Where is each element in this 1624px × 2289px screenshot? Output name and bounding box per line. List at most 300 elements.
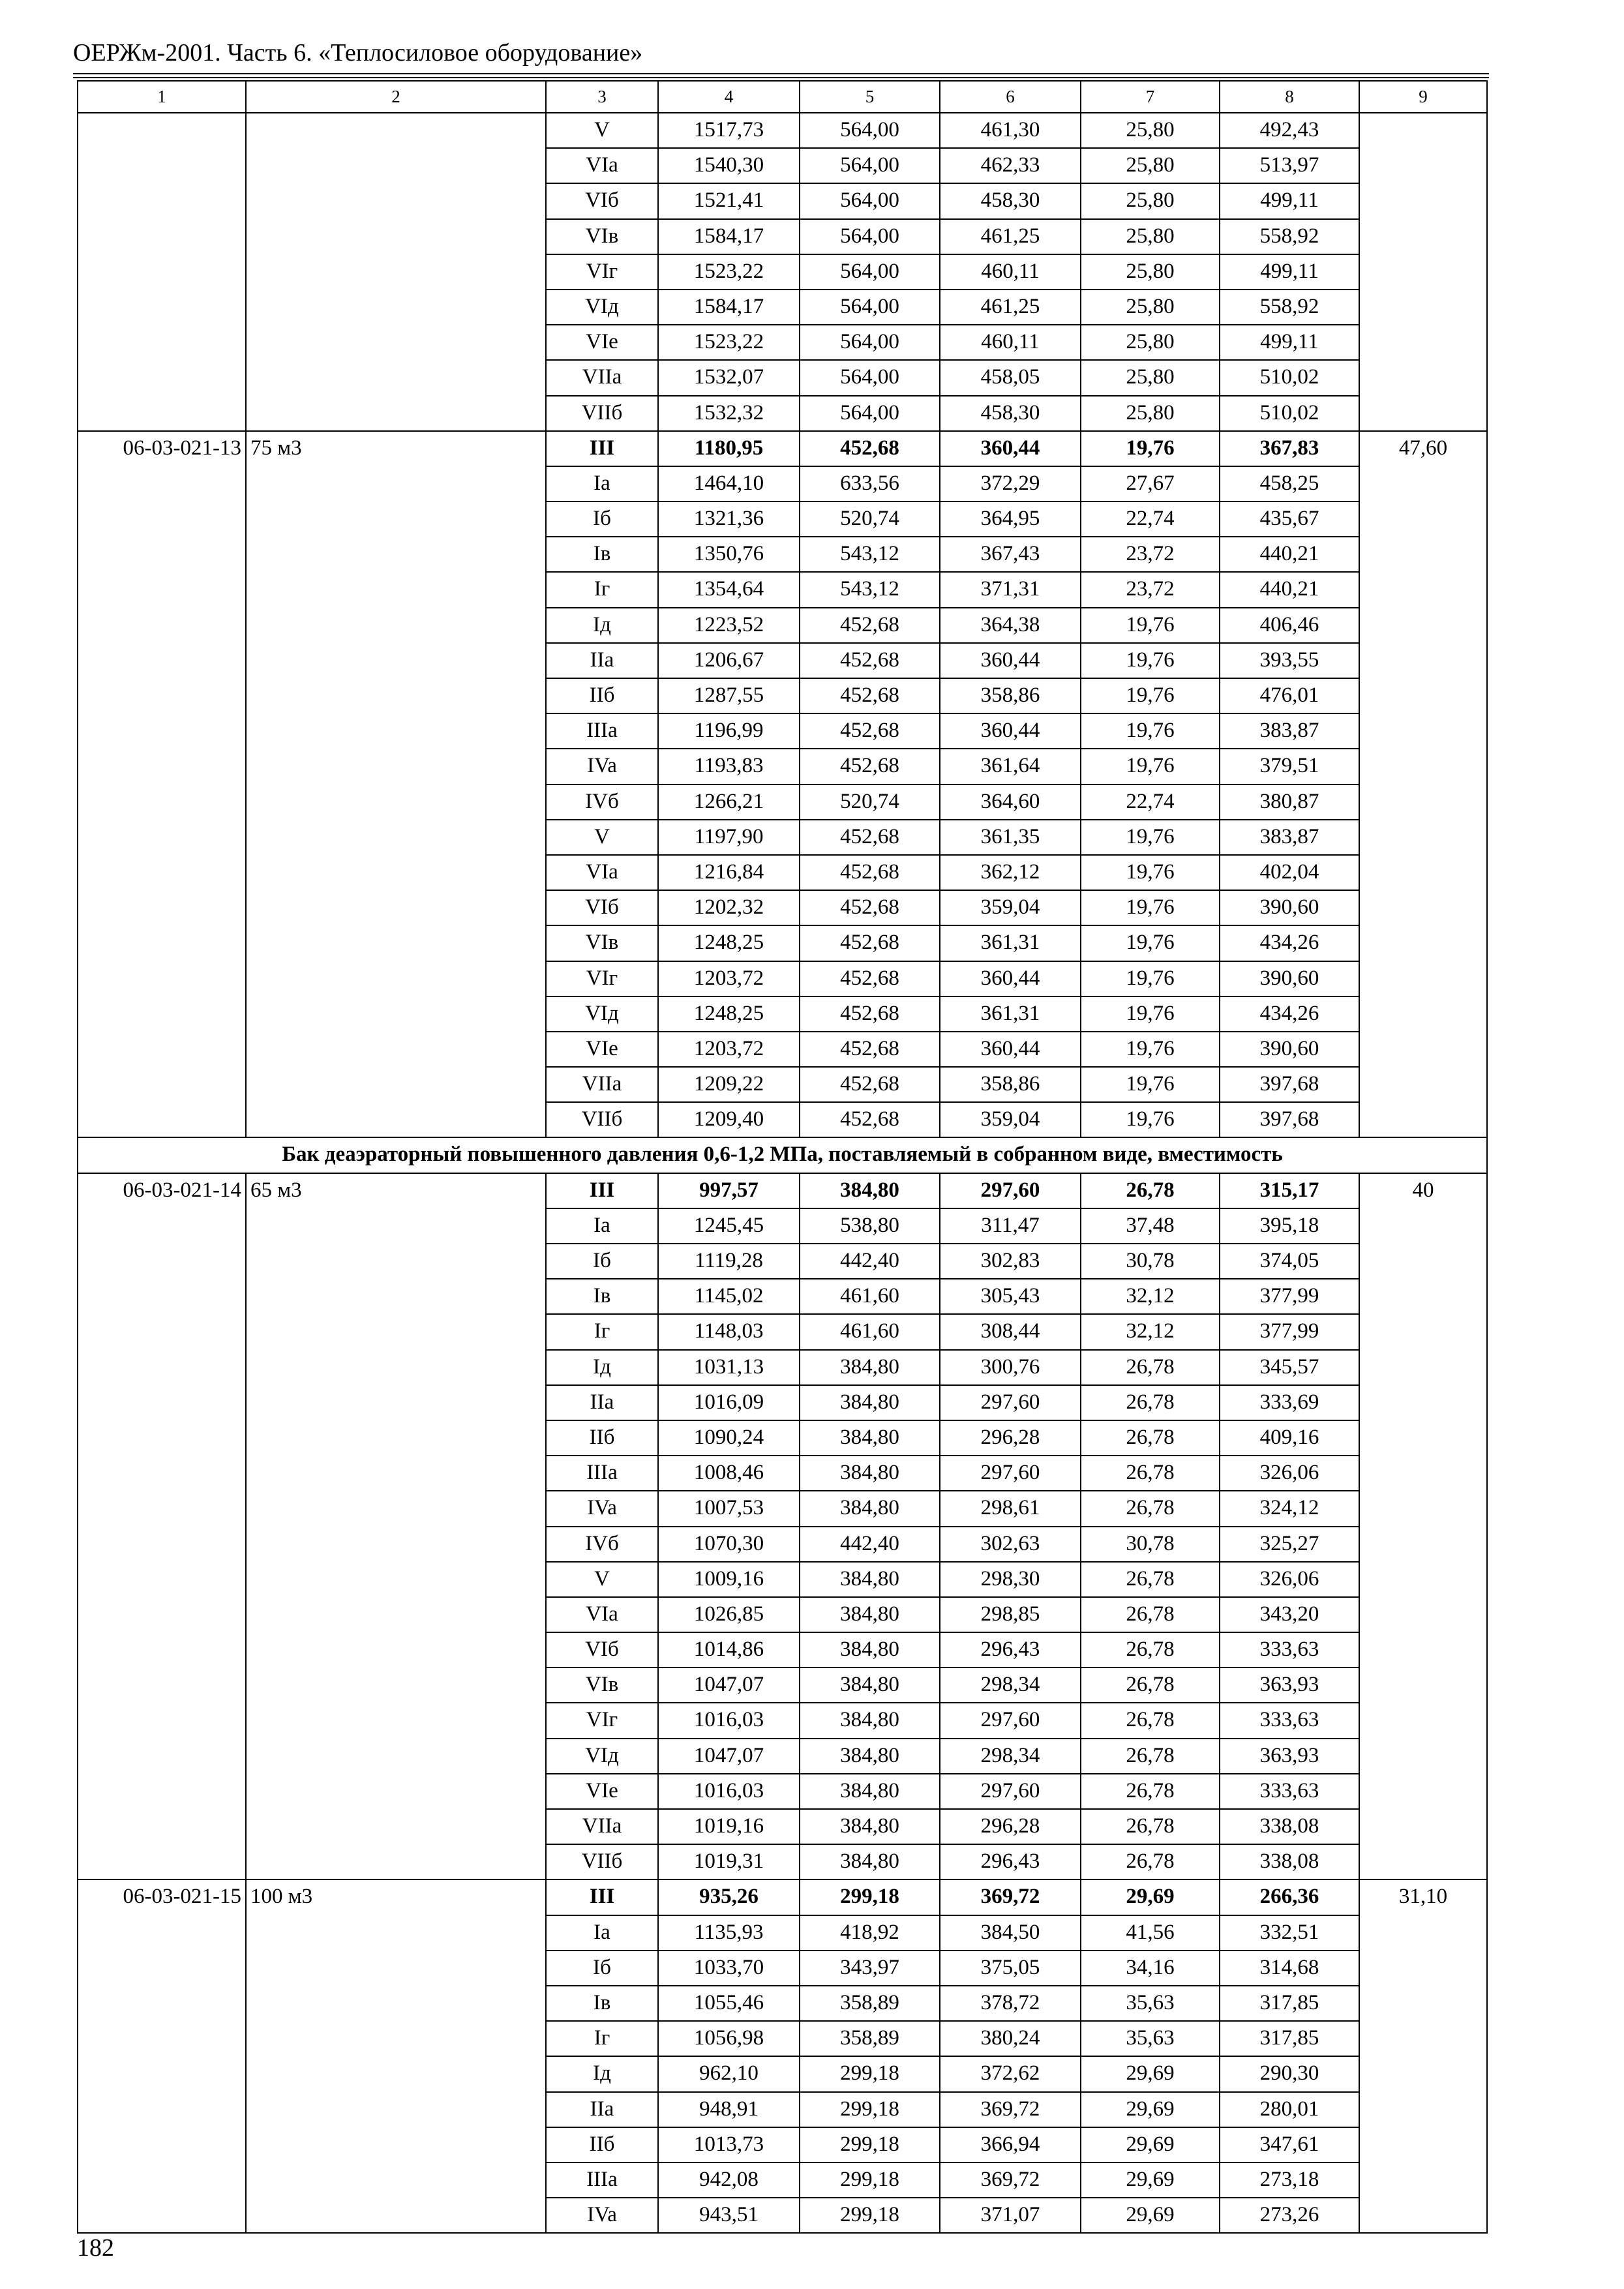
column-number-cell: 1 <box>78 81 246 113</box>
value-cell: 317,85 <box>1220 1986 1359 2021</box>
value-cell: 384,80 <box>800 1774 940 1809</box>
value-cell: 333,63 <box>1220 1632 1359 1668</box>
value-cell: 384,80 <box>800 1597 940 1632</box>
rate-code-cell: 06-03-021-15 <box>78 1879 246 2233</box>
zone-cell: III <box>546 1173 658 1208</box>
value-cell: 1148,03 <box>658 1314 800 1349</box>
value-cell: 19,76 <box>1081 608 1220 643</box>
value-cell: 367,43 <box>940 537 1081 572</box>
value-cell: 452,68 <box>800 925 940 961</box>
value-cell: 338,08 <box>1220 1844 1359 1879</box>
col9-cell: 31,10 <box>1359 1879 1487 2233</box>
value-cell: 326,06 <box>1220 1562 1359 1597</box>
value-cell: 26,78 <box>1081 1456 1220 1491</box>
value-cell: 345,57 <box>1220 1350 1359 1385</box>
page-number: 182 <box>77 2234 114 2262</box>
value-cell: 1245,45 <box>658 1208 800 1244</box>
value-cell: 442,40 <box>800 1527 940 1562</box>
value-cell: 397,68 <box>1220 1067 1359 1102</box>
item-name-cell: 100 м3 <box>246 1879 546 2233</box>
value-cell: 371,31 <box>940 572 1081 607</box>
zone-cell: VIIa <box>546 1067 658 1102</box>
value-cell: 452,68 <box>800 608 940 643</box>
value-cell: 280,01 <box>1220 2092 1359 2127</box>
value-cell: 358,89 <box>800 2021 940 2056</box>
zone-cell: Iв <box>546 537 658 572</box>
zone-cell: VIе <box>546 1774 658 1809</box>
column-number-cell: 2 <box>246 81 546 113</box>
value-cell: 434,26 <box>1220 925 1359 961</box>
value-cell: 499,11 <box>1220 325 1359 360</box>
value-cell: 406,46 <box>1220 608 1359 643</box>
value-cell: 358,89 <box>800 1986 940 2021</box>
value-cell: 26,78 <box>1081 1774 1220 1809</box>
zone-cell: V <box>546 1562 658 1597</box>
value-cell: 942,08 <box>658 2162 800 2198</box>
value-cell: 1119,28 <box>658 1244 800 1279</box>
value-cell: 499,11 <box>1220 183 1359 218</box>
zone-cell: Iг <box>546 572 658 607</box>
value-cell: 1206,67 <box>658 643 800 678</box>
value-cell: 37,48 <box>1081 1208 1220 1244</box>
value-cell: 1197,90 <box>658 820 800 855</box>
value-cell: 297,60 <box>940 1385 1081 1420</box>
zone-cell: Iв <box>546 1279 658 1314</box>
value-cell: 360,44 <box>940 1032 1081 1067</box>
value-cell: 1016,03 <box>658 1703 800 1738</box>
value-cell: 1540,30 <box>658 148 800 183</box>
zone-cell: VIб <box>546 183 658 218</box>
value-cell: 384,80 <box>800 1809 940 1844</box>
value-cell: 499,11 <box>1220 254 1359 290</box>
value-cell: 314,68 <box>1220 1951 1359 1986</box>
column-number-cell: 9 <box>1359 81 1487 113</box>
value-cell: 19,76 <box>1081 749 1220 784</box>
value-cell: 363,93 <box>1220 1739 1359 1774</box>
value-cell: 461,30 <box>940 113 1081 148</box>
zone-cell: VIе <box>546 1032 658 1067</box>
zone-cell: VIIa <box>546 360 658 395</box>
value-cell: 452,68 <box>800 1102 940 1137</box>
zone-cell: VIIб <box>546 1844 658 1879</box>
value-cell: 1203,72 <box>658 961 800 996</box>
value-cell: 308,44 <box>940 1314 1081 1349</box>
value-cell: 30,78 <box>1081 1244 1220 1279</box>
value-cell: 347,61 <box>1220 2127 1359 2162</box>
zone-cell: Iг <box>546 2021 658 2056</box>
value-cell: 296,43 <box>940 1844 1081 1879</box>
value-cell: 22,74 <box>1081 501 1220 537</box>
value-cell: 23,72 <box>1081 537 1220 572</box>
zone-cell: Iд <box>546 608 658 643</box>
value-cell: 29,69 <box>1081 2056 1220 2091</box>
value-cell: 338,08 <box>1220 1809 1359 1844</box>
zone-cell: III <box>546 1879 658 1915</box>
zone-cell: VIIб <box>546 396 658 431</box>
zone-cell: VIв <box>546 1668 658 1703</box>
value-cell: 302,63 <box>940 1527 1081 1562</box>
value-cell: 324,12 <box>1220 1491 1359 1526</box>
value-cell: 1056,98 <box>658 2021 800 2056</box>
value-cell: 384,80 <box>800 1739 940 1774</box>
zone-cell: IVб <box>546 785 658 820</box>
value-cell: 19,76 <box>1081 890 1220 925</box>
value-cell: 513,97 <box>1220 148 1359 183</box>
value-cell: 558,92 <box>1220 290 1359 325</box>
zone-cell: IVa <box>546 2198 658 2233</box>
value-cell: 1013,73 <box>658 2127 800 2162</box>
column-number-cell: 3 <box>546 81 658 113</box>
table-row <box>78 113 1487 148</box>
value-cell: 538,80 <box>800 1208 940 1244</box>
value-cell: 384,80 <box>800 1420 940 1456</box>
value-cell: 326,06 <box>1220 1456 1359 1491</box>
value-cell: 452,68 <box>800 820 940 855</box>
value-cell: 1517,73 <box>658 113 800 148</box>
value-cell: 943,51 <box>658 2198 800 2233</box>
value-cell: 1532,32 <box>658 396 800 431</box>
value-cell: 452,68 <box>800 890 940 925</box>
value-cell: 564,00 <box>800 360 940 395</box>
value-cell: 19,76 <box>1081 855 1220 890</box>
value-cell: 296,28 <box>940 1809 1081 1844</box>
value-cell: 35,63 <box>1081 2021 1220 2056</box>
value-cell: 452,68 <box>800 855 940 890</box>
value-cell: 383,87 <box>1220 713 1359 749</box>
value-cell: 26,78 <box>1081 1668 1220 1703</box>
column-number-cell: 6 <box>940 81 1081 113</box>
value-cell: 41,56 <box>1081 1915 1220 1951</box>
value-cell: 384,80 <box>800 1844 940 1879</box>
value-cell: 564,00 <box>800 219 940 254</box>
col9-cell <box>1359 113 1487 431</box>
value-cell: 460,11 <box>940 254 1081 290</box>
value-cell: 26,78 <box>1081 1420 1220 1456</box>
value-cell: 1009,16 <box>658 1562 800 1597</box>
value-cell: 25,80 <box>1081 254 1220 290</box>
value-cell: 390,60 <box>1220 890 1359 925</box>
value-cell: 369,72 <box>940 2092 1081 2127</box>
value-cell: 29,69 <box>1081 2162 1220 2198</box>
zone-cell: VIa <box>546 1597 658 1632</box>
value-cell: 1016,03 <box>658 1774 800 1809</box>
zone-cell: Iд <box>546 1350 658 1385</box>
zone-cell: IIIa <box>546 2162 658 2198</box>
zone-cell: VIе <box>546 325 658 360</box>
value-cell: 380,24 <box>940 2021 1081 2056</box>
value-cell: 343,97 <box>800 1951 940 1986</box>
value-cell: 19,76 <box>1081 713 1220 749</box>
zone-cell: VIг <box>546 254 658 290</box>
value-cell: 1223,52 <box>658 608 800 643</box>
value-cell: 363,93 <box>1220 1668 1359 1703</box>
zone-cell: VIд <box>546 1739 658 1774</box>
value-cell: 29,69 <box>1081 1879 1220 1915</box>
value-cell: 26,78 <box>1081 1739 1220 1774</box>
value-cell: 1523,22 <box>658 325 800 360</box>
rate-code-cell <box>78 113 246 431</box>
value-cell: 383,87 <box>1220 820 1359 855</box>
value-cell: 564,00 <box>800 183 940 218</box>
zone-cell: Ia <box>546 1915 658 1951</box>
value-cell: 1145,02 <box>658 1279 800 1314</box>
value-cell: 19,76 <box>1081 820 1220 855</box>
value-cell: 390,60 <box>1220 961 1359 996</box>
value-cell: 452,68 <box>800 996 940 1032</box>
value-cell: 325,27 <box>1220 1527 1359 1562</box>
value-cell: 26,78 <box>1081 1844 1220 1879</box>
value-cell: 520,74 <box>800 501 940 537</box>
value-cell: 299,18 <box>800 2056 940 2091</box>
value-cell: 458,30 <box>940 183 1081 218</box>
value-cell: 564,00 <box>800 396 940 431</box>
value-cell: 360,44 <box>940 713 1081 749</box>
zone-cell: VIв <box>546 925 658 961</box>
value-cell: 25,80 <box>1081 113 1220 148</box>
value-cell: 564,00 <box>800 325 940 360</box>
column-number-cell: 4 <box>658 81 800 113</box>
value-cell: 19,76 <box>1081 925 1220 961</box>
value-cell: 25,80 <box>1081 219 1220 254</box>
value-cell: 397,68 <box>1220 1102 1359 1137</box>
column-number-cell: 7 <box>1081 81 1220 113</box>
value-cell: 384,80 <box>800 1456 940 1491</box>
column-number-row <box>78 81 1487 113</box>
value-cell: 461,25 <box>940 219 1081 254</box>
value-cell: 26,78 <box>1081 1632 1220 1668</box>
value-cell: 1287,55 <box>658 678 800 713</box>
value-cell: 384,80 <box>800 1491 940 1526</box>
zone-cell: IVa <box>546 1491 658 1526</box>
value-cell: 29,69 <box>1081 2127 1220 2162</box>
value-cell: 361,31 <box>940 925 1081 961</box>
value-cell: 359,04 <box>940 890 1081 925</box>
value-cell: 23,72 <box>1081 572 1220 607</box>
value-cell: 458,30 <box>940 396 1081 431</box>
value-cell: 297,60 <box>940 1456 1081 1491</box>
value-cell: 1203,72 <box>658 1032 800 1067</box>
value-cell: 377,99 <box>1220 1279 1359 1314</box>
value-cell: 300,76 <box>940 1350 1081 1385</box>
zone-cell: IIIa <box>546 1456 658 1491</box>
value-cell: 299,18 <box>800 1879 940 1915</box>
value-cell: 384,80 <box>800 1668 940 1703</box>
value-cell: 302,83 <box>940 1244 1081 1279</box>
zone-cell: IIб <box>546 2127 658 2162</box>
value-cell: 435,67 <box>1220 501 1359 537</box>
value-cell: 26,78 <box>1081 1350 1220 1385</box>
value-cell: 1047,07 <box>658 1668 800 1703</box>
value-cell: 35,63 <box>1081 1986 1220 2021</box>
value-cell: 375,05 <box>940 1951 1081 1986</box>
zone-cell: IVa <box>546 749 658 784</box>
value-cell: 395,18 <box>1220 1208 1359 1244</box>
value-cell: 384,80 <box>800 1173 940 1208</box>
rate-code-cell: 06-03-021-14 <box>78 1173 246 1880</box>
value-cell: 343,20 <box>1220 1597 1359 1632</box>
value-cell: 290,30 <box>1220 2056 1359 2091</box>
value-cell: 298,30 <box>940 1562 1081 1597</box>
value-cell: 358,86 <box>940 678 1081 713</box>
document-header-title: ОЕРЖм-2001. Часть 6. «Теплосиловое оборудование» <box>73 39 643 67</box>
zone-cell: Ia <box>546 1208 658 1244</box>
value-cell: 377,99 <box>1220 1314 1359 1349</box>
value-cell: 297,60 <box>940 1173 1081 1208</box>
value-cell: 298,34 <box>940 1739 1081 1774</box>
value-cell: 297,60 <box>940 1703 1081 1738</box>
value-cell: 25,80 <box>1081 183 1220 218</box>
value-cell: 1047,07 <box>658 1739 800 1774</box>
value-cell: 19,76 <box>1081 1067 1220 1102</box>
value-cell: 361,64 <box>940 749 1081 784</box>
value-cell: 384,80 <box>800 1385 940 1420</box>
value-cell: 19,76 <box>1081 678 1220 713</box>
value-cell: 1354,64 <box>658 572 800 607</box>
value-cell: 1584,17 <box>658 290 800 325</box>
section-heading-row <box>78 1137 1487 1173</box>
value-cell: 358,86 <box>940 1067 1081 1102</box>
zone-cell: IIa <box>546 1385 658 1420</box>
table-row <box>78 431 1487 466</box>
value-cell: 25,80 <box>1081 360 1220 395</box>
zone-cell: VIa <box>546 855 658 890</box>
value-cell: 299,18 <box>800 2162 940 2198</box>
value-cell: 460,11 <box>940 325 1081 360</box>
value-cell: 440,21 <box>1220 572 1359 607</box>
table-body <box>78 81 1487 2233</box>
value-cell: 1523,22 <box>658 254 800 290</box>
value-cell: 311,47 <box>940 1208 1081 1244</box>
value-cell: 305,43 <box>940 1279 1081 1314</box>
value-cell: 452,68 <box>800 713 940 749</box>
value-cell: 26,78 <box>1081 1491 1220 1526</box>
value-cell: 1033,70 <box>658 1951 800 1986</box>
table-row <box>78 1173 1487 1208</box>
value-cell: 997,57 <box>658 1173 800 1208</box>
value-cell: 26,78 <box>1081 1562 1220 1597</box>
value-cell: 372,29 <box>940 466 1081 501</box>
value-cell: 25,80 <box>1081 148 1220 183</box>
column-number-cell: 8 <box>1220 81 1359 113</box>
value-cell: 384,80 <box>800 1632 940 1668</box>
value-cell: 25,80 <box>1081 396 1220 431</box>
zone-cell: Iб <box>546 1951 658 1986</box>
zone-cell: VIд <box>546 996 658 1032</box>
column-number-cell: 5 <box>800 81 940 113</box>
value-cell: 1070,30 <box>658 1527 800 1562</box>
value-cell: 409,16 <box>1220 1420 1359 1456</box>
zone-cell: VIa <box>546 148 658 183</box>
value-cell: 1248,25 <box>658 925 800 961</box>
value-cell: 452,68 <box>800 643 940 678</box>
value-cell: 296,43 <box>940 1632 1081 1668</box>
value-cell: 371,07 <box>940 2198 1081 2233</box>
value-cell: 1008,46 <box>658 1456 800 1491</box>
zone-cell: IVб <box>546 1527 658 1562</box>
value-cell: 1014,86 <box>658 1632 800 1668</box>
value-cell: 462,33 <box>940 148 1081 183</box>
value-cell: 29,69 <box>1081 2198 1220 2233</box>
value-cell: 369,72 <box>940 2162 1081 2198</box>
value-cell: 564,00 <box>800 148 940 183</box>
zone-cell: Iб <box>546 1244 658 1279</box>
value-cell: 384,80 <box>800 1350 940 1385</box>
value-cell: 564,00 <box>800 254 940 290</box>
value-cell: 1180,95 <box>658 431 800 466</box>
zone-cell: VIIб <box>546 1102 658 1137</box>
zone-cell: IIб <box>546 678 658 713</box>
value-cell: 22,74 <box>1081 785 1220 820</box>
value-cell: 384,50 <box>940 1915 1081 1951</box>
value-cell: 543,12 <box>800 572 940 607</box>
value-cell: 458,05 <box>940 360 1081 395</box>
value-cell: 461,60 <box>800 1279 940 1314</box>
zone-cell: III <box>546 431 658 466</box>
zone-cell: VIб <box>546 890 658 925</box>
value-cell: 366,94 <box>940 2127 1081 2162</box>
value-cell: 19,76 <box>1081 1032 1220 1067</box>
value-cell: 1266,21 <box>658 785 800 820</box>
value-cell: 442,40 <box>800 1244 940 1279</box>
zone-cell: Iд <box>546 2056 658 2091</box>
value-cell: 299,18 <box>800 2092 940 2127</box>
value-cell: 299,18 <box>800 2198 940 2233</box>
value-cell: 360,44 <box>940 431 1081 466</box>
value-cell: 434,26 <box>1220 996 1359 1032</box>
value-cell: 34,16 <box>1081 1951 1220 1986</box>
value-cell: 378,72 <box>940 1986 1081 2021</box>
value-cell: 948,91 <box>658 2092 800 2127</box>
value-cell: 458,25 <box>1220 466 1359 501</box>
zone-cell: V <box>546 113 658 148</box>
value-cell: 298,34 <box>940 1668 1081 1703</box>
value-cell: 380,87 <box>1220 785 1359 820</box>
value-cell: 1209,22 <box>658 1067 800 1102</box>
value-cell: 32,12 <box>1081 1279 1220 1314</box>
value-cell: 296,28 <box>940 1420 1081 1456</box>
value-cell: 452,68 <box>800 1067 940 1102</box>
value-cell: 440,21 <box>1220 537 1359 572</box>
zone-cell: Iг <box>546 1314 658 1349</box>
value-cell: 1019,31 <box>658 1844 800 1879</box>
zone-cell: VIб <box>546 1632 658 1668</box>
value-cell: 364,38 <box>940 608 1081 643</box>
value-cell: 364,60 <box>940 785 1081 820</box>
value-cell: 1584,17 <box>658 219 800 254</box>
value-cell: 564,00 <box>800 113 940 148</box>
value-cell: 1135,93 <box>658 1915 800 1951</box>
value-cell: 364,95 <box>940 501 1081 537</box>
value-cell: 492,43 <box>1220 113 1359 148</box>
col9-cell: 47,60 <box>1359 431 1487 1138</box>
value-cell: 379,51 <box>1220 749 1359 784</box>
value-cell: 1196,99 <box>658 713 800 749</box>
value-cell: 297,60 <box>940 1774 1081 1809</box>
item-name-cell: 65 м3 <box>246 1173 546 1880</box>
rate-code-cell: 06-03-021-13 <box>78 431 246 1138</box>
value-cell: 520,74 <box>800 785 940 820</box>
zone-cell: V <box>546 820 658 855</box>
value-cell: 25,80 <box>1081 325 1220 360</box>
value-cell: 1209,40 <box>658 1102 800 1137</box>
value-cell: 452,68 <box>800 1032 940 1067</box>
value-cell: 26,78 <box>1081 1597 1220 1632</box>
value-cell: 367,83 <box>1220 431 1359 466</box>
zone-cell: VIг <box>546 1703 658 1738</box>
item-name-cell: 75 м3 <box>246 431 546 1138</box>
value-cell: 29,69 <box>1081 2092 1220 2127</box>
value-cell: 299,18 <box>800 2127 940 2162</box>
